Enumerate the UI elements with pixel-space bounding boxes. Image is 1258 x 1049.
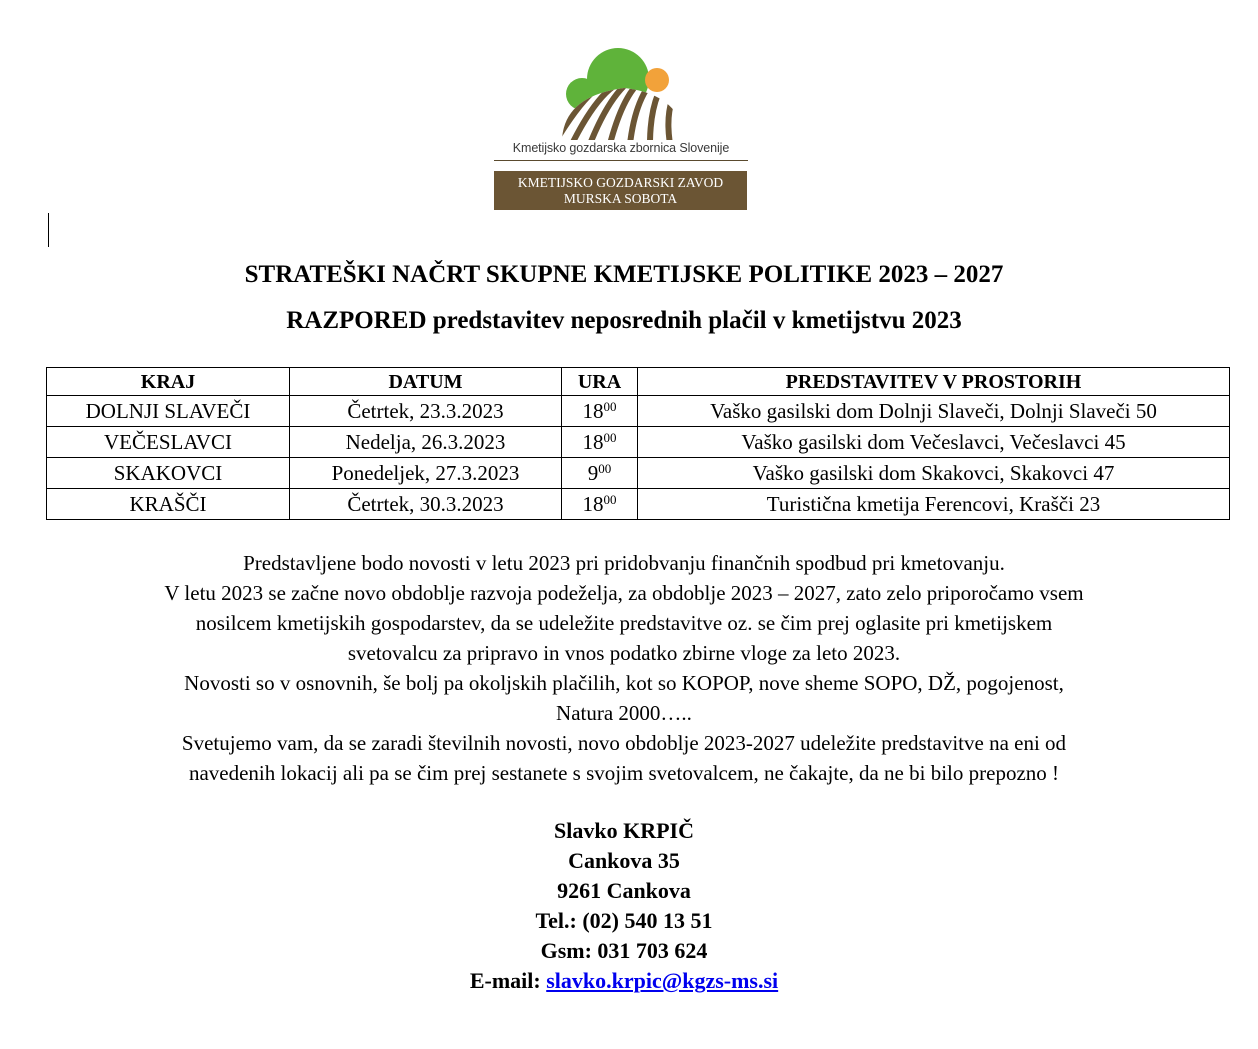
divider [494, 160, 748, 161]
cell-ura: $18^{00}$ [562, 489, 638, 520]
table-header-row [47, 368, 1230, 396]
body-text [0, 548, 1248, 788]
cell-datum: Nedelja, 26.3.2023 [290, 427, 562, 458]
table-row [47, 489, 1230, 520]
schedule-table [46, 367, 1230, 520]
cell-prostor: Vaško gasilski dom Skakovci, Skakovci 47 [638, 458, 1230, 489]
page-title: STRATEŠKI NAČRT SKUPNE KMETIJSKE POLITIKE 2023 – 2027 [244, 261, 1004, 288]
body-line: navedenih lokacij ali pa se čim prej sestanete s svojim svetovalcem, ne čakajte, da ne bi bilo prepozno ! [188, 761, 1060, 785]
contact-name: Slavko KRPIČ [554, 818, 694, 843]
table-row [47, 458, 1230, 489]
cell-kraj: SKAKOVCI [47, 458, 290, 489]
cell-ura: $18^{00}$ [562, 427, 638, 458]
cell-kraj: DOLNJI SLAVEČI [47, 396, 290, 427]
cell-datum: Četrtek, 30.3.2023 [290, 489, 562, 520]
header-ura: URA [562, 368, 638, 396]
body-line: svetovalcu za pripravo in vnos podatko zbirne vloge za leto 2023. [347, 641, 901, 665]
contact-block [0, 816, 1248, 996]
body-line: Novosti so v osnovnih, še bolj pa okoljskih plačilih, kot so KOPOP, nove sheme SOPO, DŽ, pogojenost, [184, 671, 1064, 695]
header-kraj: KRAJ [47, 368, 290, 396]
cell-prostor: Vaško gasilski dom Večeslavci, Večeslavci 45 [638, 427, 1230, 458]
cell-ura: $18^{00}$ [562, 396, 638, 427]
header-datum: DATUM [290, 368, 562, 396]
contact-city: 9261 Cankova [557, 878, 691, 903]
cell-kraj: VEČESLAVCI [47, 427, 290, 458]
institute-line2: MURSKA SOBOTA [563, 191, 678, 206]
cell-ura: $9^{00}$ [562, 458, 638, 489]
cell-prostor: Vaško gasilski dom Dolnji Slaveči, Dolnji Slaveči 50 [638, 396, 1230, 427]
body-line: Predstavljene bodo novosti v letu 2023 pri pridobvanju finančnih spodbud pri kmetovanju. [243, 551, 1005, 575]
institute-banner [494, 171, 747, 210]
text-cursor [48, 213, 49, 247]
contact-street: Cankova 35 [568, 848, 680, 873]
cell-datum: Ponedeljek, 27.3.2023 [290, 458, 562, 489]
cell-prostor: Turistična kmetija Ferencovi, Krašči 23 [638, 489, 1230, 520]
header-prostor: PREDSTAVITEV V PROSTORIH [638, 368, 1230, 396]
email-label: E-mail: [469, 968, 547, 993]
table-row [47, 427, 1230, 458]
body-line: nosilcem kmetijskih gospodarstev, da se udeležite predstavitve oz. se čim prej oglasite pri kmetijskem [195, 611, 1053, 635]
table-row [47, 396, 1230, 427]
contact-email-line [0, 966, 1248, 996]
org-name: Kmetijsko gozdarska zbornica Slovenije [512, 141, 730, 155]
body-line: Svetujemo vam, da se zaradi številnih novosti, novo obdoblje 2023-2027 udeležite predstavitve na eni od [181, 731, 1067, 755]
contact-tel: Tel.: (02) 540 13 51 [535, 908, 713, 933]
body-line: V letu 2023 se začne novo obdoblje razvoja podeželja, za obdoblje 2023 – 2027, zato zelo priporočamo vsem [164, 581, 1084, 605]
page-subtitle: RAZPORED predstavitev neposrednih plačil v kmetijstvu 2023 [286, 307, 962, 334]
farm-hill-logo-icon [494, 44, 748, 144]
contact-gsm: Gsm: 031 703 624 [540, 938, 708, 963]
body-line: Natura 2000….. [556, 701, 692, 725]
email-link[interactable]: slavko.krpic@kgzs-ms.si [546, 968, 779, 993]
cell-datum: Četrtek, 23.3.2023 [290, 396, 562, 427]
institute-line1: KMETIJSKO GOZDARSKI ZAVOD [517, 175, 724, 190]
cell-kraj: KRAŠČI [47, 489, 290, 520]
